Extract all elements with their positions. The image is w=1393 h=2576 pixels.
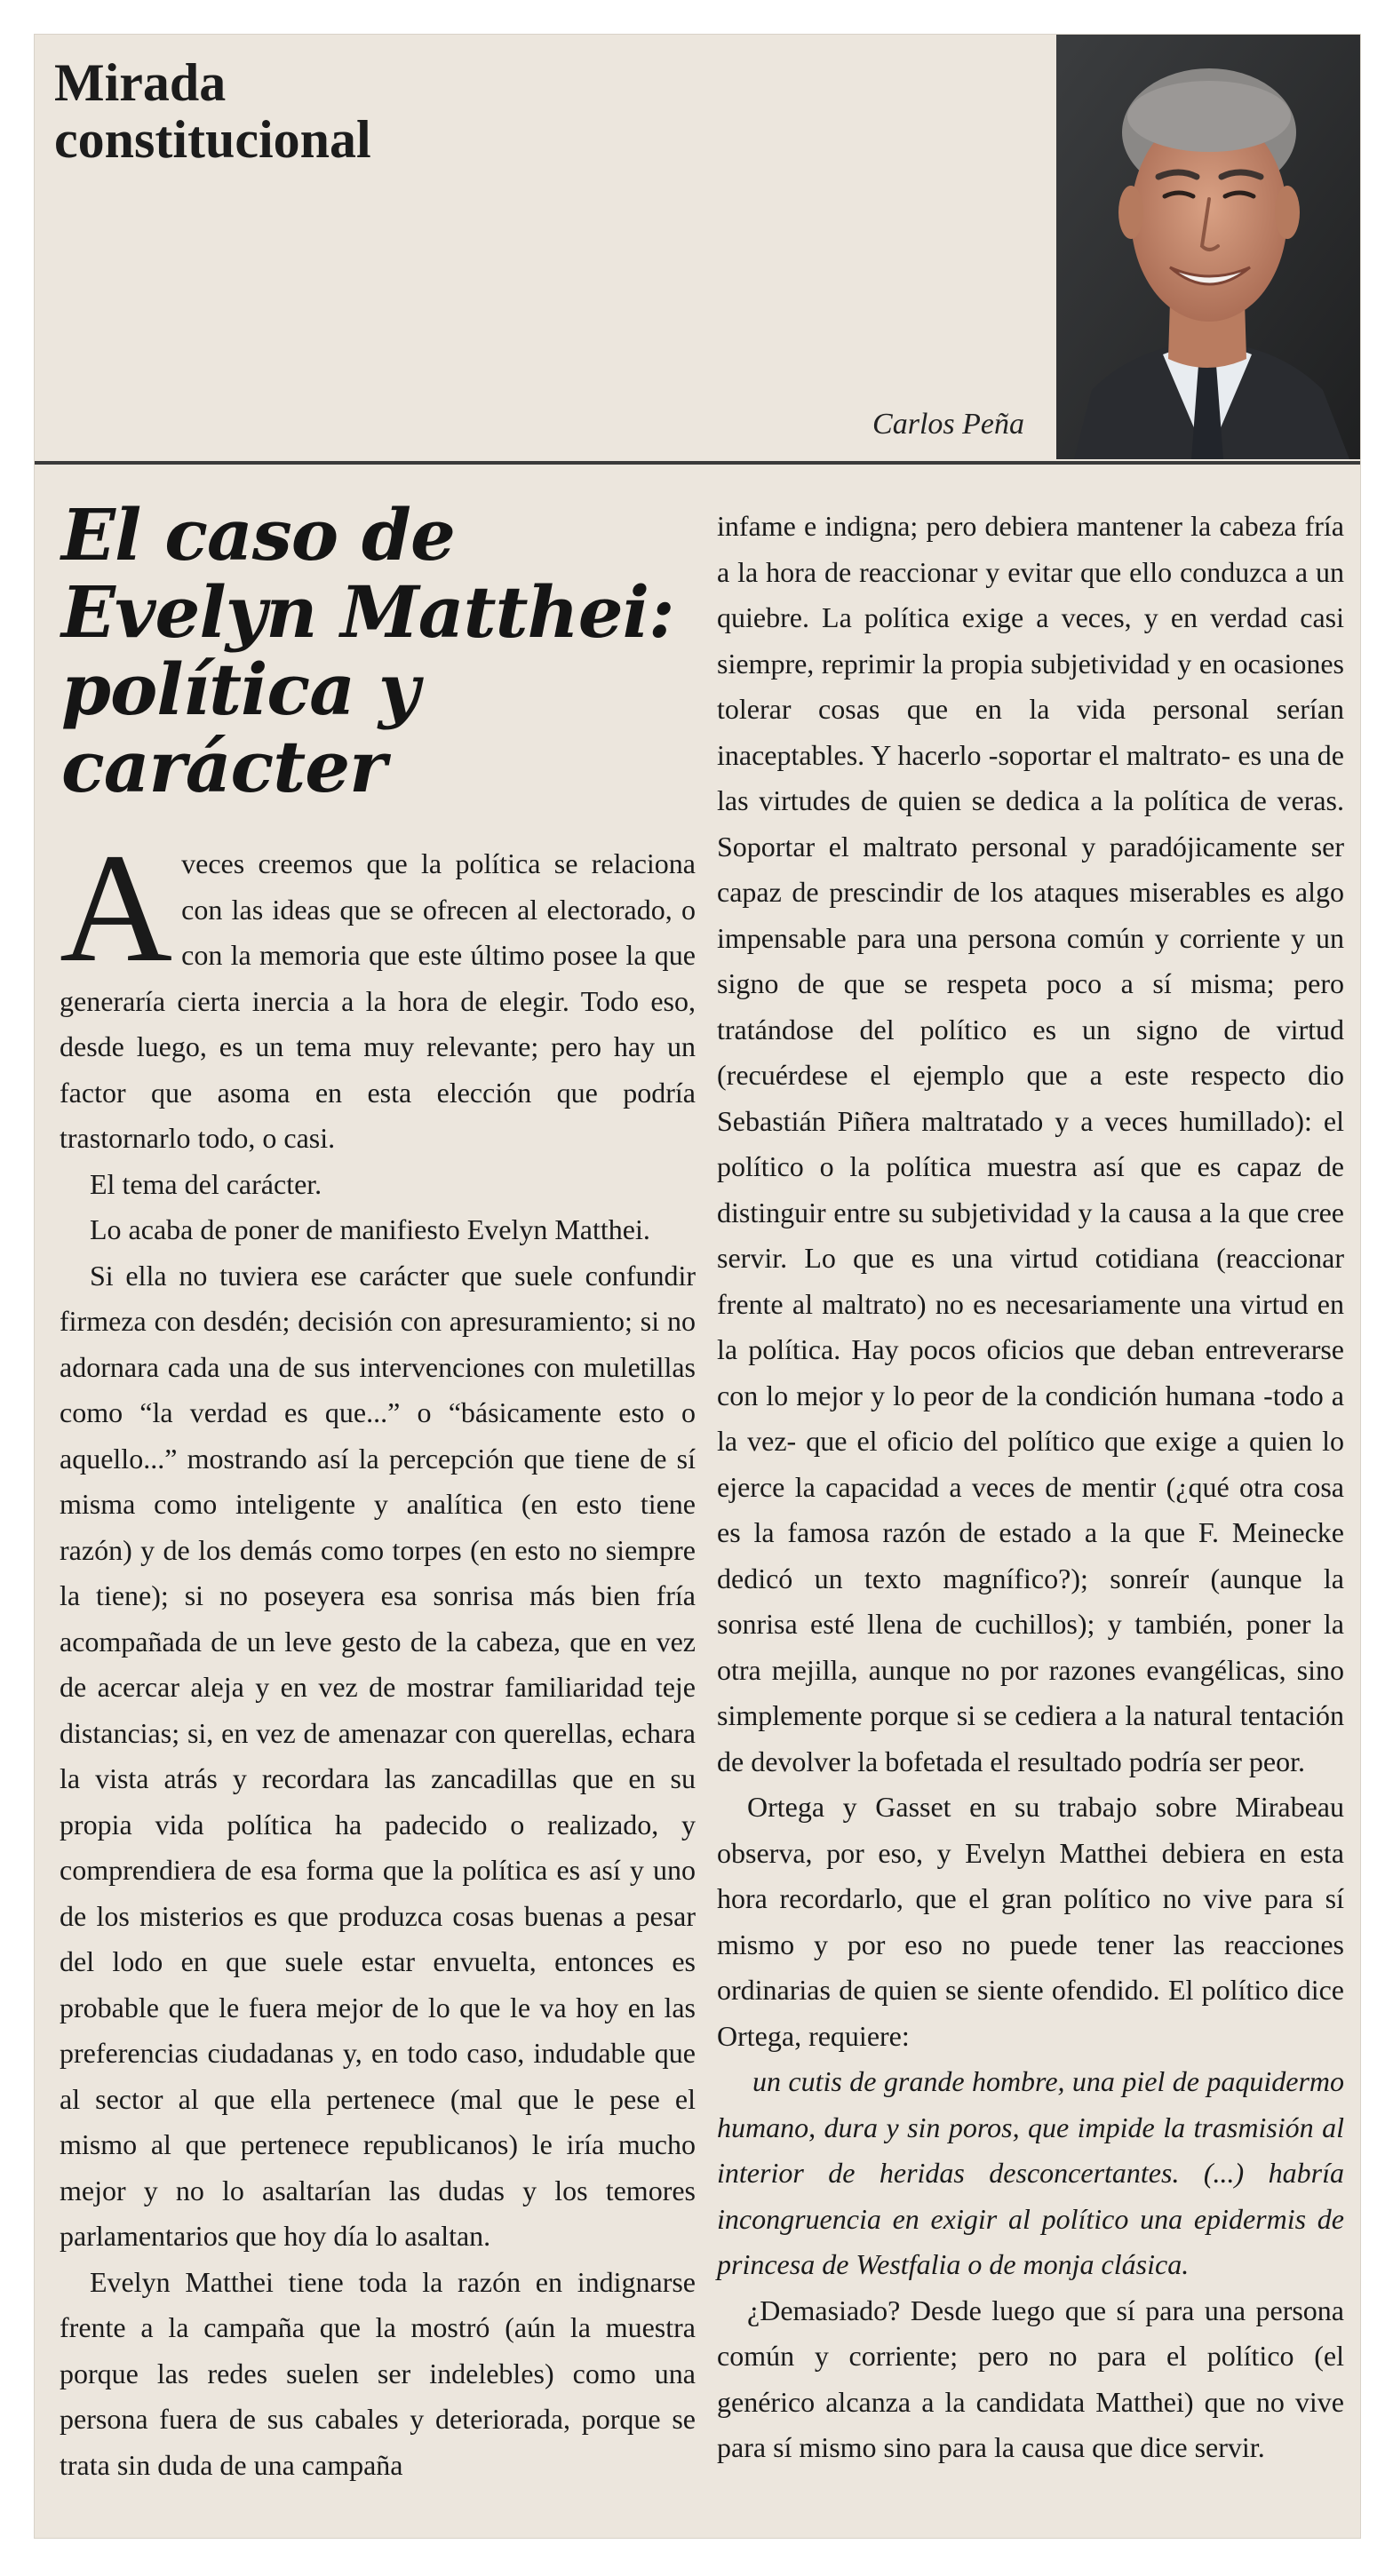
- body-paragraph-text: veces creemos que la política se relaciona con las ideas que se ofrecen al electorado, o con la memoria que este último posee la que generaría cierta inercia a la hora de elegir. Todo eso, desde luego, es un tema muy relevante; pero hay un factor que asoma en esta elección que podría trastornarlo todo, o casi.: [60, 847, 696, 1154]
- column-header: [35, 35, 1360, 461]
- section-title-line-1: Mirada: [54, 53, 227, 112]
- headline-line-2: Evelyn Matthei:: [61, 570, 674, 654]
- body-paragraph: Lo acaba de poner de manifiesto Evelyn Matthei.: [90, 1213, 650, 1245]
- author-photo: [1056, 35, 1360, 459]
- author-portrait-illustration: [1056, 35, 1360, 459]
- body-paragraph: infame e indigna; pero debiera mantener la cabeza fría a la hora de reaccionar y evitar que ello conduzca a un quiebre. La política exige a veces, y en verdad casi siempre, reprimir la propia subjetividad y en ocasiones tolerar cosas que en la vida personal serían inaceptables. Y hacerlo -soportar el maltrato- es una de las virtudes de quien se dedica a la política de veras. Soportar el maltrato personal y paradójicamente ser capaz de prescindir de los ataques miserables es algo impensable para una persona común y corriente y un signo de que se respeta poco a sí misma; pero tratándose del político es un signo de virtud (recuérdese el ejemplo que a este respecto dio Sebastián Piñera maltratado y a veces humillado): el político o la política muestra así que es capaz de distinguir entre su subjetividad y la causa a la que cree servir. Lo que es una virtud cotidiana (reaccionar frente al maltrato) no es necesariamente una virtud en la política. Hay pocos oficios que deban entreverarse con lo mejor y lo peor de la condición humana -todo a la vez- que el oficio del político que exige a quien lo ejerce la capacidad a veces de mentir (¿qué otra cosa es la famosa razón de estado a la que F. Meinecke dedicó un texto magnífico?); sonreír (aunque la sonrisa esté llena de cuchillos); y también, poner la otra mejilla, aunque no por razones evangélicas, sino simplemente porque si se cediera a la natural tentación de devolver la bofetada el resultado podría ser peor.: [717, 510, 1344, 1777]
- body-paragraph: Si ella no tuviera ese carácter que suele confundir firmeza con desdén; decisión con apresuramiento; si no adornara cada una de sus intervenciones con muletillas como “la verdad es que...” o “básicamente esto o aquello...” mostrando así la percepción que tiene de sí misma como inteligente y analítica (en esto tiene razón) y de los demás como torpes (en esto no siempre la tiene); si no poseyera esa sonrisa más bien fría acompañada de un leve gesto de la cabeza, que en vez de acercar aleja y en vez de mostrar familiaridad teje distancias; si, en vez de amenazar con querellas, echara la vista atrás y recordara las zancadillas que en su propia vida política ha padecido o realizado, y comprendiera de esa forma que la política es así y uno de los misterios es que produzca cosas buenas a pesar del lodo en que suele estar envuelta, entonces es probable que le fuera mejor de lo que le va hoy en las preferencias ciudadanas y, en todo caso, indudable que al sector al que ella pertenece (mal que le pese el mismo al que pertenece republicanos) le iría mucho mejor y no lo asaltarían las dudas y los temores parlamentarios que hoy día lo asaltan.: [60, 1259, 696, 2252]
- section-title: [54, 54, 552, 168]
- article-headline: [61, 493, 696, 808]
- body-paragraph: Ortega y Gasset en su trabajo sobre Mirabeau observa, por eso, y Evelyn Matthei debiera en esta hora recordarlo, que el gran político no vive para sí mismo y por eso no puede tener las reacciones ordinarias de quien se siente ofendido. El político dice Ortega, requiere:: [717, 1791, 1344, 2052]
- right-column: [717, 504, 1344, 2471]
- body-paragraph: Evelyn Matthei tiene toda la razón en indignarse frente a la campaña que la mostró (aún la muestra porque las redes suelen ser indelebles) como una persona fuera de sus cabales y deteriorada, porque se trata sin duda de una campaña: [60, 2265, 696, 2481]
- body-paragraph: ¿Demasiado? Desde luego que sí para una persona común y corriente; pero no para el político (el genérico alcanza a la candidata Matthei) que no vive para sí mismo sino para la causa que dice servir.: [717, 2294, 1344, 2463]
- author-name: Carlos Peña: [872, 408, 1024, 441]
- headline-line-1: El caso de: [61, 493, 455, 576]
- section-title-line-2: constitucional: [54, 110, 371, 169]
- body-paragraph: [60, 822, 696, 1162]
- block-quote: un cutis de grande hombre, una piel de paquidermo humano, dura y sin poros, que impide la trasmisión al interior de heridas desconcertantes. (...) habría incongruencia en exigir al político una epidermis de princesa de Westfalia o de monja clásica.: [717, 2065, 1344, 2280]
- drop-cap: A: [60, 822, 173, 995]
- column-page: [34, 34, 1361, 2539]
- header-divider: [35, 461, 1360, 465]
- headline-line-4: carácter: [61, 725, 386, 808]
- headline-line-3: política y: [61, 648, 419, 731]
- left-column: [60, 493, 696, 2488]
- body-paragraph: El tema del carácter.: [90, 1167, 322, 1200]
